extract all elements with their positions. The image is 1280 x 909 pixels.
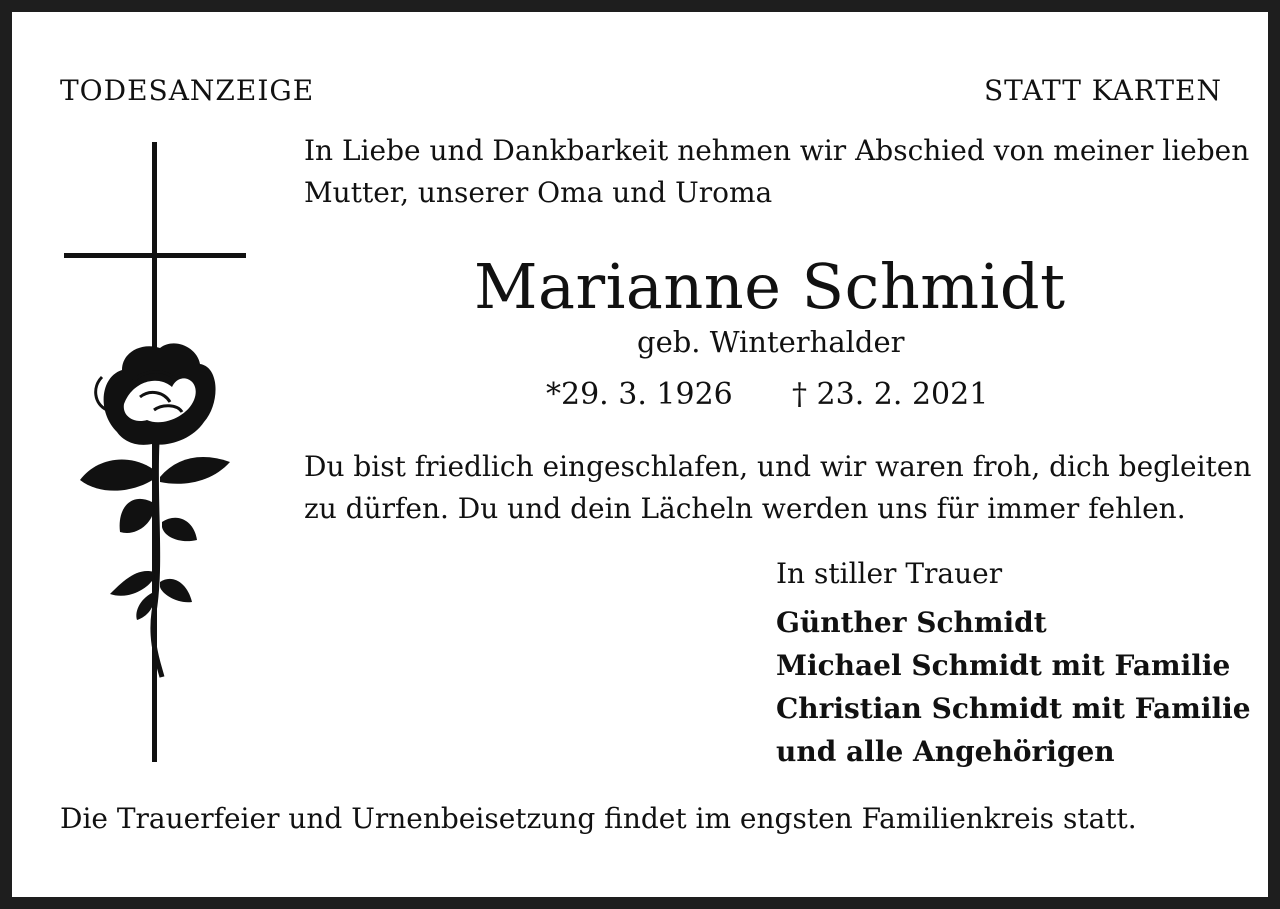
cross-icon [62,142,252,782]
farewell-line: Du bist friedlich eingeschlafen, und wir waren froh, dich begleiten [304,450,1252,483]
mourner-name: Günther Schmidt [776,606,1047,639]
mourner-name: und alle Angehörigen [776,735,1115,768]
intro-line: Mutter, unserer Oma und Uroma [304,176,773,209]
rose-icon [80,343,230,677]
cross-with-rose [62,142,252,786]
deceased-name: Marianne Schmidt [474,250,1066,323]
death-date: † 23. 2. 2021 [792,377,989,412]
birth-name: geb. Winterhalder [637,325,905,359]
mourning-intro: In stiller Trauer [776,557,1003,590]
death-notice [12,12,1268,897]
farewell-line: zu dürfen. Du und dein Lächeln werden uns für immer fehlen. [304,492,1186,525]
birth-date: *29. 3. 1926 [546,377,733,412]
mourner-name: Christian Schmidt mit Familie [776,692,1251,725]
farewell-text [304,446,1251,530]
intro-text [304,130,1249,214]
notice-type-label: TODESANZEIGE [60,74,315,107]
mourner-name: Michael Schmidt mit Familie [776,649,1231,682]
statt-karten-label: STATT KARTEN [984,74,1222,107]
funeral-info: Die Trauerfeier und Urnenbeisetzung findet im engsten Familienkreis statt. [60,802,1137,835]
intro-line: In Liebe und Dankbarkeit nehmen wir Abschied von meiner lieben [304,134,1250,167]
mourners-list [776,601,1251,773]
